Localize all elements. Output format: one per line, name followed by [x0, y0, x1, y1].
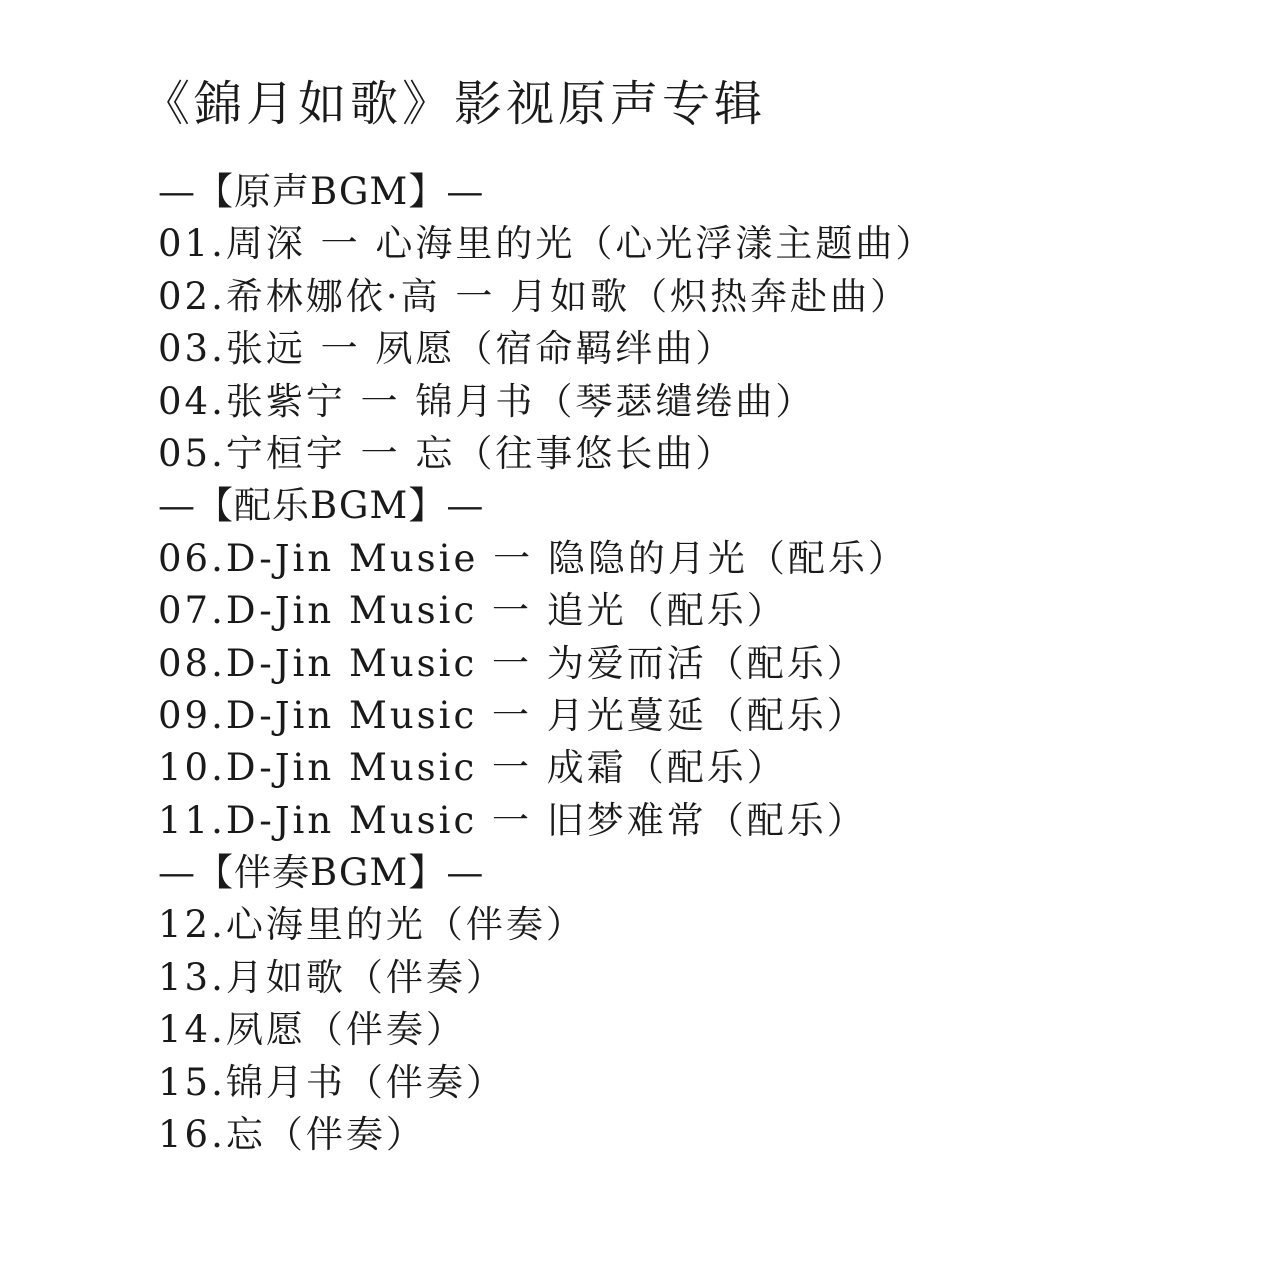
track-item: 13.月如歌（伴奏）	[158, 955, 506, 999]
track-item: 04.张紫宁 一 锦月书（琴瑟缱绻曲）	[158, 379, 816, 423]
track-list	[158, 166, 935, 1161]
track-item: 05.宁桓宇 一 忘（往事悠长曲）	[158, 431, 736, 475]
track-item: 02.希林娜依·高 一 月如歌（炽热奔赴曲）	[158, 274, 911, 318]
track-item: 07.D-Jin Music 一 追光（配乐）	[158, 589, 787, 633]
track-item: 14.夙愿（伴奏）	[158, 1008, 466, 1052]
track-item: 15.锦月书（伴奏）	[158, 1060, 506, 1104]
track-item: 12.心海里的光（伴奏）	[158, 903, 586, 947]
section-heading-instrumental-bgm: —【伴奏BGM】—	[158, 851, 485, 895]
track-item: 01.周深 一 心海里的光（心光浮漾主题曲）	[158, 222, 936, 266]
track-item: 16.忘（伴奏）	[158, 1113, 426, 1157]
section-heading-score-bgm: —【配乐BGM】—	[158, 484, 485, 528]
album-title: 《錦月如歌》影视原声专辑	[142, 76, 767, 132]
track-item: 08.D-Jin Music 一 为爱而活（配乐）	[158, 641, 867, 685]
track-item: 10.D-Jin Music 一 成霜（配乐）	[158, 746, 787, 790]
track-item: 09.D-Jin Music 一 月光蔓延（配乐）	[158, 693, 867, 737]
track-item: 11.D-Jin Music 一 旧梦难常（配乐）	[158, 798, 867, 842]
section-heading-original-bgm: —【原声BGM】—	[158, 170, 485, 213]
track-item: 06.D-Jin Musie 一 隐隐的月光（配乐）	[158, 536, 908, 580]
track-item: 03.张远 一 夙愿（宿命羁绊曲）	[158, 327, 736, 371]
